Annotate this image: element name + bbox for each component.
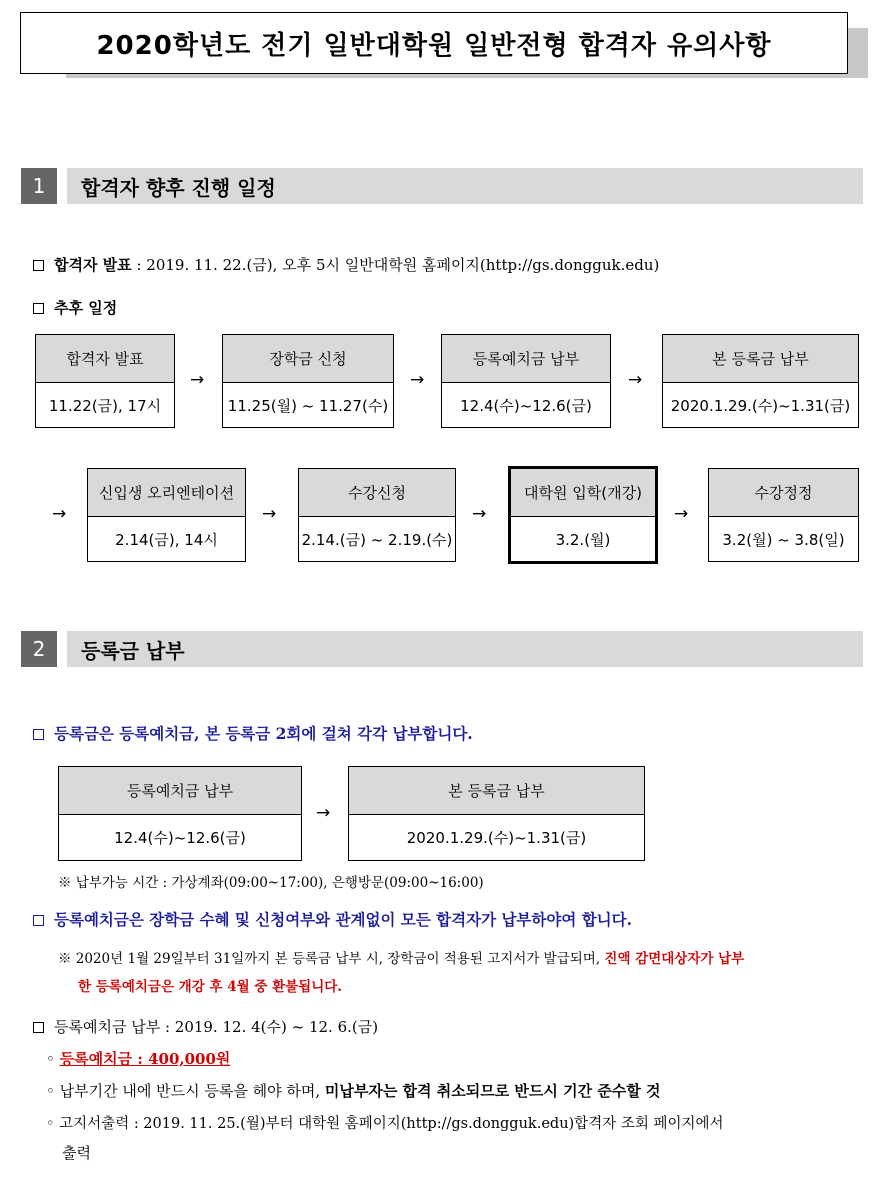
schedule-box-highlighted <box>508 466 658 564</box>
section-2-number: 2 <box>21 631 57 667</box>
announce-line <box>33 254 659 275</box>
arrow-right-icon: → <box>674 504 689 524</box>
arrow-right-icon: → <box>190 370 205 390</box>
point-2 <box>33 908 632 930</box>
schedule-box-date: 3.2.(월) <box>555 530 611 549</box>
schedule-box-title: 등록예치금 납부 <box>442 335 610 383</box>
schedule-box <box>298 468 456 562</box>
arrow-right-icon: → <box>316 803 331 823</box>
refund-note-text: ※ 2020년 1월 29일부터 31일까지 본 등록금 납부 시, 장학금이 적용된 고지서가 발급되며, <box>58 951 605 967</box>
payment-box-title: 본 등록금 납부 <box>349 767 644 815</box>
sub-bullet-icon: ◦ <box>46 1116 55 1132</box>
arrow-right-icon: → <box>262 504 277 524</box>
schedule-box-date: 2.14.(금) ~ 2.19.(수) <box>301 530 453 549</box>
schedule-box-date: 11.22(금), 17시 <box>48 396 162 415</box>
sub-bullet-icon: ◦ <box>46 1050 55 1068</box>
announce-label: 합격자 발표 <box>54 256 132 274</box>
schedule-box-title: 합격자 발표 <box>36 335 174 383</box>
schedule-box-date: 2020.1.29.(수)~1.31(금) <box>670 396 851 415</box>
checkbox-bullet-icon <box>33 729 44 740</box>
payment-box-date: 2020.1.29.(수)~1.31(금) <box>406 829 587 847</box>
section-1-title: 합격자 향후 진행 일정 <box>67 168 863 204</box>
section-1-number: 1 <box>21 168 57 204</box>
schedule-label: 추후 일정 <box>54 299 118 317</box>
sub-item-notice <box>46 1112 723 1133</box>
schedule-box-title: 대학원 입학(개강) <box>511 469 655 517</box>
notice-text: 고지서출력 : 2019. 11. 25.(월)부터 대학원 홈페이지(http://gs.dongguk.edu)합격자 조회 페이지에서 <box>59 1116 724 1132</box>
schedule-box-title: 장학금 신청 <box>223 335 393 383</box>
schedule-box <box>35 334 175 428</box>
schedule-line <box>33 297 117 318</box>
schedule-box-date: 2.14(금), 14시 <box>115 530 218 549</box>
schedule-box-title: 본 등록금 납부 <box>663 335 858 383</box>
page-title: 2020학년도 전기 일반대학원 일반전형 합격자 유의사항 <box>20 12 848 74</box>
point-2-text: 등록예치금은 장학금 수혜 및 신청여부와 관계없이 모든 합격자가 납부하야여 합니다. <box>54 910 633 929</box>
sub-item-amount <box>46 1048 230 1069</box>
arrow-right-icon: → <box>52 504 67 524</box>
deadline-text: 납부기간 내에 반드시 등록을 헤야 하며, <box>59 1082 325 1100</box>
point-1 <box>33 722 473 744</box>
schedule-box <box>441 334 611 428</box>
schedule-box-title: 신입생 오리엔테이션 <box>88 469 245 517</box>
arrow-right-icon: → <box>628 370 643 390</box>
payment-box-title: 등록예치금 납부 <box>59 767 301 815</box>
payment-time-note: ※ 납부가능 시간 : 가상계좌(09:00~17:00), 은행방문(09:00~16:00) <box>58 875 484 891</box>
arrow-right-icon: → <box>410 370 425 390</box>
checkbox-bullet-icon <box>33 915 44 926</box>
sub-bullet-icon: ◦ <box>46 1082 55 1100</box>
schedule-box-date: 12.4(수)~12.6(금) <box>460 396 592 415</box>
section-2-title: 등록금 납부 <box>67 631 863 667</box>
checkbox-bullet-icon <box>33 303 44 314</box>
checkbox-bullet-icon <box>33 1022 44 1033</box>
refund-note-line-1 <box>58 947 870 967</box>
sub-item-deadline <box>46 1080 661 1101</box>
point-3 <box>33 1016 378 1037</box>
schedule-box-title: 수강정정 <box>709 469 858 517</box>
announce-text: : 2019. 11. 22.(금), 오후 5시 일반대학원 홈페이지(http://gs.dongguk.edu) <box>131 256 660 274</box>
checkbox-bullet-icon <box>33 260 44 271</box>
schedule-box <box>87 468 246 562</box>
schedule-box-title: 수강신청 <box>299 469 455 517</box>
schedule-box <box>222 334 394 428</box>
notice-text-continued: 출력 <box>62 1144 91 1162</box>
point-1-text: 등록금은 등록예치금, 본 등록금 2회에 걸쳐 각각 납부합니다. <box>54 724 473 743</box>
point-3-text: 등록예치금 납부 : 2019. 12. 4(수) ~ 12. 6.(금) <box>54 1018 379 1036</box>
payment-box-date: 12.4(수)~12.6(금) <box>114 829 246 847</box>
schedule-box <box>708 468 859 562</box>
deadline-warning: 미납부자는 합격 취소되므로 반드시 기간 준수할 것 <box>324 1082 661 1100</box>
refund-note-highlight: 진액 감면대상자가 납부 <box>604 951 745 967</box>
schedule-box-date: 11.25(월) ~ 11.27(수) <box>227 396 389 415</box>
payment-box <box>348 766 645 861</box>
refund-note-line-2: 한 등록예치금은 개강 후 4월 중 환불됩니다. <box>78 979 342 995</box>
schedule-box-date: 3.2(월) ~ 3.8(일) <box>722 530 845 549</box>
arrow-right-icon: → <box>472 504 487 524</box>
payment-box <box>58 766 302 861</box>
deposit-amount: 등록예치금 : 400,000원 <box>59 1050 231 1068</box>
schedule-box <box>662 334 859 428</box>
